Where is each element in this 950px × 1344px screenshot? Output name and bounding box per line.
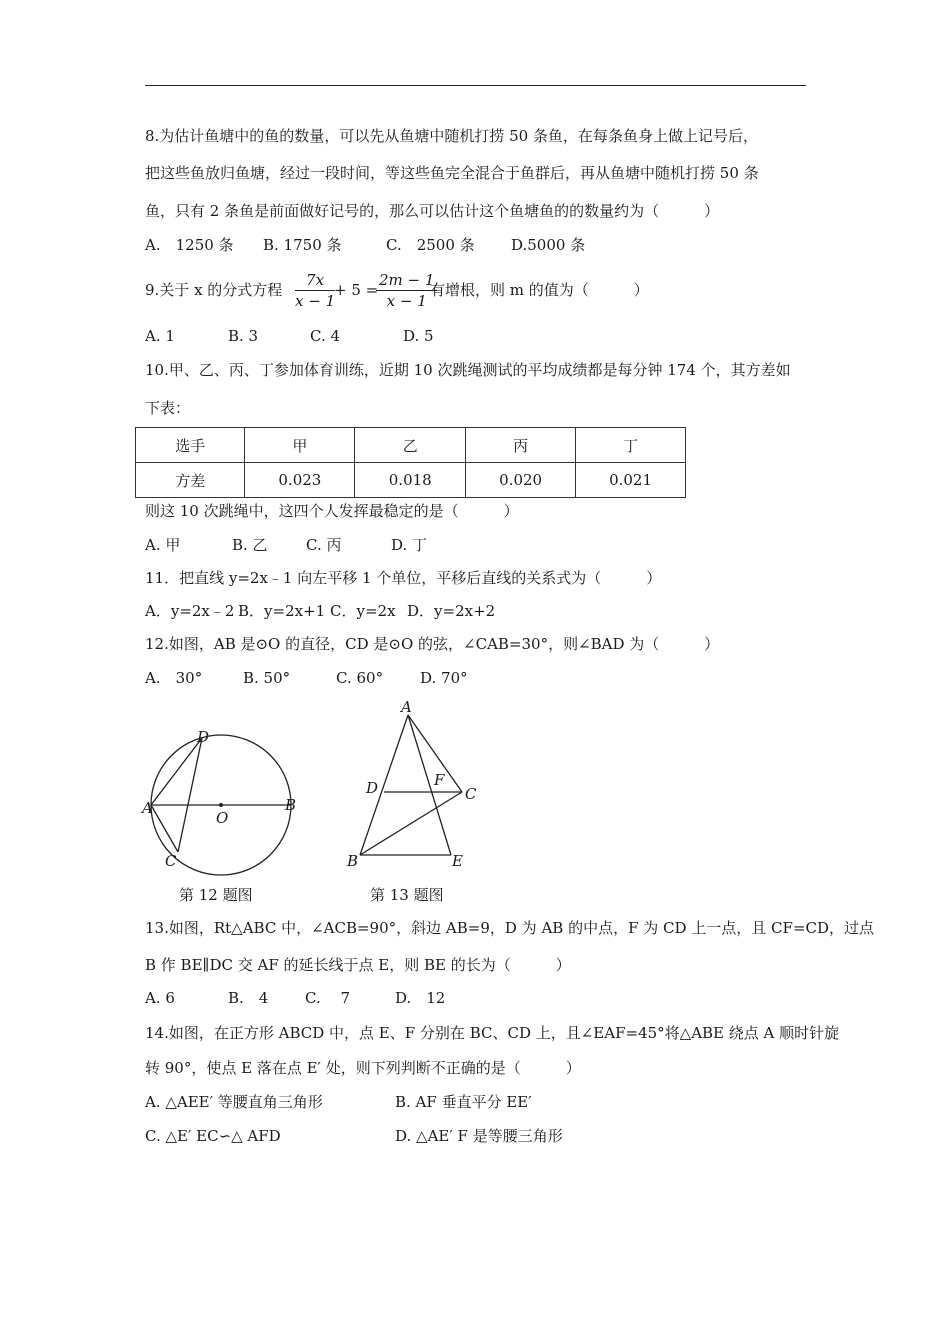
q11-option-b: B．y=2x+1 (238, 602, 326, 620)
q9-frac1-denominator: x − 1 (295, 292, 336, 310)
q9-suffix: 有增根，则 m 的值为（ ） (430, 281, 649, 299)
q9-prefix: 9.关于 x 的分式方程 (145, 281, 283, 299)
q10-option-c: C. 丙 (306, 536, 342, 554)
fig12-label-a: A (142, 799, 153, 817)
q13-option-c: C. 7 (305, 989, 351, 1007)
q10-question: 则这 10 次跳绳中，这四个人发挥最稳定的是（ ） (145, 502, 519, 520)
q9-option-d: D. 5 (403, 327, 434, 345)
q10-line-2: 下表： (145, 399, 191, 417)
q8-option-b: B. 1750 条 (263, 236, 342, 254)
q13-option-b: B. 4 (228, 989, 269, 1007)
q9-plus-equals: + 5 = (334, 281, 379, 299)
q8-option-c: C. 2500 条 (386, 236, 475, 254)
q12-option-d: D. 70° (420, 669, 468, 687)
q8-option-d: D.5000 条 (511, 236, 586, 254)
q9-option-a: A. 1 (145, 327, 175, 345)
fig13-label-b: B (347, 852, 359, 870)
table-cell: 0.020 (466, 463, 576, 498)
q13-line-2: B 作 BE∥DC 交 AF 的延长线于点 E，则 BE 的长为（ ） (145, 956, 571, 974)
table-header-cell: 选手 (136, 428, 245, 463)
q9-frac2-numerator: 2m − 1 (376, 270, 437, 291)
table-cell: 0.021 (576, 463, 686, 498)
segment-ae (408, 715, 451, 855)
q9-frac2-denominator: x − 1 (386, 292, 427, 310)
table-cell: 0.018 (355, 463, 466, 498)
q14-option-a: A. △AEE′ 等腰直角三角形 (145, 1093, 323, 1111)
table-cell: 方差 (136, 463, 245, 498)
q12-option-a: A. 30° (145, 669, 203, 687)
q14-line-2: 转 90°，使点 E 落在点 E′ 处，则下列判断不正确的是（ ） (145, 1059, 581, 1077)
q8-line-3: 鱼，只有 2 条鱼是前面做好记号的，那么可以估计这个鱼塘鱼的的数量约为（ ） (145, 202, 720, 220)
fig12-label-d: D (197, 728, 210, 746)
fig12-label-b: B (285, 796, 297, 814)
q14-option-d: D. △AE′ F 是等腰三角形 (395, 1127, 563, 1145)
table-header-cell: 乙 (355, 428, 466, 463)
q14-line-1: 14.如图，在正方形 ABCD 中，点 E、F 分别在 BC、CD 上，且∠EAF=45°将△ABE 绕点 A 顺时针旋 (145, 1024, 840, 1042)
q12-line-1: 12.如图，AB 是⊙O 的直径，CD 是⊙O 的弦，∠CAB=30°，则∠BAD 为（ ） (145, 635, 720, 653)
q12-option-b: B. 50° (243, 669, 291, 687)
q9-option-c: C. 4 (310, 327, 341, 345)
q11-option-a: A．y=2x﹣2 (145, 602, 235, 620)
q13-line-1: 13.如图，Rt△ABC 中，∠ACB=90°，斜边 AB=9，D 为 AB 的中点，F 为 CD 上一点，且 CF=CD，过点 (145, 919, 875, 937)
fig13-label-f: F (434, 771, 445, 789)
q12-option-c: C. 60° (336, 669, 384, 687)
fig12-label-c: C (165, 852, 177, 870)
q11-option-c: C．y=2x (330, 602, 396, 620)
figure-13-caption: 第 13 题图 (370, 886, 444, 904)
figure-12-caption: 第 12 题图 (179, 886, 253, 904)
q9-frac1-numerator: 7x (295, 270, 335, 291)
segment-bc (360, 792, 462, 855)
table-header-cell: 甲 (245, 428, 355, 463)
q8-option-a: A. 1250 条 (145, 236, 234, 254)
fig13-label-d: D (366, 779, 379, 797)
q11-option-d: D．y=2x+2 (407, 602, 496, 620)
q13-option-d: D. 12 (395, 989, 446, 1007)
q8-line-1: 8.为估计鱼塘中的鱼的数量，可以先从鱼塘中随机打捞 50 条鱼，在每条鱼身上做上记号后， (145, 127, 758, 145)
q13-option-a: A. 6 (145, 989, 175, 1007)
fig13-label-c: C (465, 785, 477, 803)
q10-option-b: B. 乙 (232, 536, 268, 554)
table-cell: 0.023 (245, 463, 355, 498)
table-header-cell: 丙 (466, 428, 576, 463)
fig12-label-o: O (216, 809, 229, 827)
q8-line-2: 把这些鱼放归鱼塘，经过一段时间，等这些鱼完全混合于鱼群后，再从鱼塘中随机打捞 50 条 (145, 164, 759, 182)
fig13-label-e: E (452, 852, 463, 870)
table-header-cell: 丁 (576, 428, 686, 463)
q10-line-1: 10.甲、乙、丙、丁参加体育训练，近期 10 次跳绳测试的平均成绩都是每分钟 174 个，其方差如 (145, 361, 791, 379)
q14-option-c: C. △E′ EC∽△ AFD (145, 1127, 281, 1145)
q11-line-1: 11．把直线 y=2x﹣1 向左平移 1 个单位，平移后直线的关系式为（ ） (145, 569, 662, 587)
q10-option-d: D. 丁 (391, 536, 428, 554)
q10-option-a: A. 甲 (145, 536, 181, 554)
q9-option-b: B. 3 (228, 327, 259, 345)
fig13-label-a: A (401, 698, 412, 716)
q14-option-b: B. AF 垂直平分 EE′ (395, 1093, 532, 1111)
